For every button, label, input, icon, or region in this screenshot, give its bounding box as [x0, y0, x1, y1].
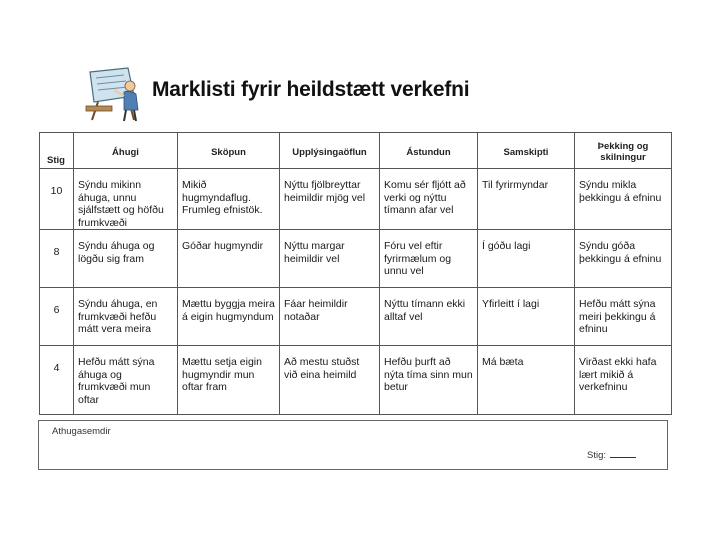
- table-cell: Nýttu fjölbreyttar heimildir mjög vel: [280, 169, 380, 230]
- table-cell: Komu sér fljótt að verki og nýttu tímann afar vel: [380, 169, 478, 230]
- table-cell: Góðar hugmyndir: [178, 230, 280, 288]
- table-cell: Sýndu mikla þekkingu á efninu: [575, 169, 672, 230]
- table-cell: Fáar heimildir notaðar: [280, 288, 380, 346]
- table-cell: Virðast ekki hafa lært mikið á verkefninu: [575, 346, 672, 415]
- table-row: [40, 230, 672, 288]
- header-ahugi: Áhugi: [74, 133, 178, 169]
- table-cell: Hefðu mátt sýna áhuga og frumkvæði mun oftar: [74, 346, 178, 415]
- comments-box[interactable]: [38, 420, 668, 470]
- document-title: Marklisti fyrir heildstætt verkefni: [152, 78, 470, 101]
- header-stig: Stig: [40, 133, 74, 169]
- score-field-label: Stig:: [586, 450, 606, 461]
- score-cell: 10: [40, 169, 74, 230]
- table-cell: Sýndu áhuga, en frumkvæði hefðu mátt vera meira: [74, 288, 178, 346]
- table-row: [40, 169, 672, 230]
- comments-label: Athugasemdir: [52, 426, 111, 437]
- table-cell: Yfirleitt í lagi: [478, 288, 575, 346]
- table-cell: Nýttu tímann ekki alltaf vel: [380, 288, 478, 346]
- table-cell: Mættu byggja meira á eigin hugmyndum: [178, 288, 280, 346]
- table-cell: Sýndu góða þekkingu á efninu: [575, 230, 672, 288]
- header-thekking: Þekking og skilningur: [575, 133, 672, 169]
- score-field: [587, 448, 636, 461]
- header-upplysingaoflun: Upplýsingaöflun: [280, 133, 380, 169]
- header-samskipti: Samskipti: [478, 133, 575, 169]
- header-row: [40, 133, 672, 169]
- header-skopun: Sköpun: [178, 133, 280, 169]
- table-cell: Að mestu stuðst við eina heimild: [280, 346, 380, 415]
- score-cell: 4: [40, 346, 74, 415]
- table-cell: Sýndu áhuga og lögðu sig fram: [74, 230, 178, 288]
- table-cell: Sýndu mikinn áhuga, unnu sjálfstætt og höfðu frumkvæði: [74, 169, 178, 230]
- table-row: [40, 288, 672, 346]
- teacher-clipart-icon: [84, 66, 144, 124]
- table-cell: Mættu setja eigin hugmyndir mun oftar fram: [178, 346, 280, 415]
- header-astundun: Ástundun: [380, 133, 478, 169]
- rubric-table: [39, 132, 672, 415]
- score-blank-line[interactable]: [610, 448, 636, 458]
- table-cell: Hefðu mátt sýna meiri þekkingu á efninu: [575, 288, 672, 346]
- table-cell: Fóru vel eftir fyrirmælum og unnu vel: [380, 230, 478, 288]
- table-cell: Má bæta: [478, 346, 575, 415]
- table-cell: Til fyrirmyndar: [478, 169, 575, 230]
- table-cell: Í góðu lagi: [478, 230, 575, 288]
- table-cell: Mikið hugmyndaflug. Frumleg efnistök.: [178, 169, 280, 230]
- table-cell: Nýttu margar heimildir vel: [280, 230, 380, 288]
- table-row: [40, 346, 672, 415]
- score-cell: 6: [40, 288, 74, 346]
- score-cell: 8: [40, 230, 74, 288]
- table-cell: Hefðu þurft að nýta tíma sinn mun betur: [380, 346, 478, 415]
